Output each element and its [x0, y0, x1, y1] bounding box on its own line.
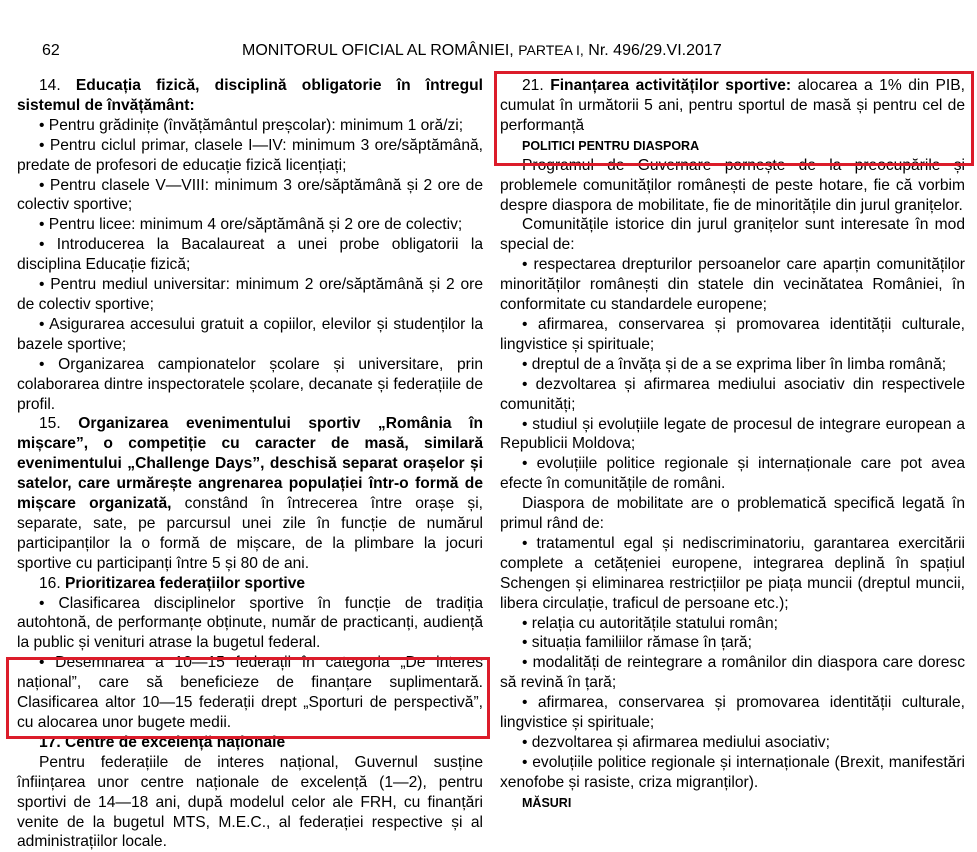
masuri-heading: MĂSURI: [522, 795, 572, 810]
section-17-heading: 17. Centre de excelență naționale: [39, 733, 286, 751]
list-item: • Clasificarea disciplinelor sportive în funcție de tradiția autohtonă, de performanțe obținute, număr de practicanți, audiență la public și venituri atrase la bugetul federal.: [17, 594, 483, 652]
section-16-list: [17, 594, 483, 733]
section-14-heading: 14. Educația fizică, disciplină obligatorie în întregul sistemul de învățământ:: [17, 77, 483, 114]
left-column: [17, 76, 483, 852]
mobility-diaspora-list: [500, 534, 965, 793]
section-15: 15. Organizarea evenimentului sportiv „România în mișcare”, o competiție cu caracter de masă, similară evenimentului „Challenge Days”, deschisă separat orașelor și satelor, care urmărește angrenarea populației într-o formă de mișcare organizată, constând în întrecerea între orașe și, separate, sate, pe parcursul unei zile în funcție de numărul participanților la o formă de mișcare, de la plimbare la jocuri sportive cu participanți între 5 și 80 de ani.: [17, 415, 484, 572]
list-item: • afirmarea, conservarea și promovarea identității culturale, lingvistice și spirituale;: [500, 694, 965, 732]
list-item: • Pentru clasele V—VIII: minimum 3 ore/săptămână și 2 ore de colectiv sportive;: [17, 176, 483, 214]
list-item: • tratamentul egal și nediscriminatoriu, garantarea exercitării complete a cetățeniei europene, integrarea deplină în spațiul Schengen și eliminarea restricțiilor pe piața muncii (dreptul muncii, libera circulație, traficul de persoane etc.);: [500, 534, 965, 612]
list-item: • dezvoltarea și afirmarea mediului asociativ din respectivele comunități;: [500, 375, 965, 413]
list-item: • Introducerea la Bacalaureat a unei probe obligatorii la disciplina Educație fizică;: [17, 236, 483, 274]
section-14-list: [17, 116, 483, 415]
list-item: • Asigurarea accesului gratuit a copiilor, elevilor și studenților la bazele sportive;: [17, 315, 483, 353]
diaspora-paragraph-1: Programul de Guvernare pornește de la preocupările și problemele comunităților românești de peste hotare, fie că vorbim despre diaspora de mobilitate, fie de minoritățile din jurul granițelor.: [500, 156, 965, 214]
list-item: • relația cu autoritățile statului român;: [522, 614, 778, 632]
list-item: • evoluțiile politice regionale și internaționale (Brexit, manifestări xenofobe și rasiste, criza migranților).: [500, 753, 965, 791]
list-item: • dreptul de a învăța și de a se exprima liber în limba română;: [522, 355, 947, 373]
list-item: • situația familiilor rămase în țară;: [522, 634, 752, 652]
section-17-text: Pentru federațiile de interes național, Guvernul susține înființarea unor centre naționale de excelență (1—2), pentru sportivi de 14—18 ani, după modelul celor ale FRH, cu finanțări venite de la bugetul MTS, M.E.C., al federației respective și al administrațiilor locale.: [17, 753, 483, 851]
list-item: • Pentru grădinițe (învățământul preșcolar): minimum 1 oră/zi;: [39, 116, 464, 134]
list-item: • Pentru licee: minimum 4 ore/săptămână și 2 ore de colectiv;: [39, 216, 463, 234]
list-item: • Organizarea campionatelor școlare și universitare, prin colaborarea dintre inspectoratele școlare, decanate și federațiile de profil.: [17, 355, 483, 413]
page-header: [0, 42, 977, 64]
list-item: • Pentru mediul universitar: minimum 2 ore/săptămână și 2 ore de colectiv sportive;: [17, 276, 483, 313]
section-16-heading: 16. Prioritizarea federațiilor sportive: [39, 574, 306, 592]
diaspora-paragraph-2: Comunitățile istorice din jurul granițelor sunt interesate în mod special de:: [500, 216, 965, 254]
diaspora-paragraph-3: Diaspora de mobilitate are o problematică specifică legată în primul rând de:: [500, 495, 965, 533]
diaspora-heading: POLITICI PENTRU DIASPORA: [522, 138, 700, 153]
list-item: • studiul și evoluțiile legate de procesul de integrare european a Republicii Moldova;: [500, 415, 965, 453]
list-item: • modalități de reintegrare a românilor din diaspora care doresc să revină în țară;: [500, 654, 965, 692]
list-item: • dezvoltarea și afirmarea mediului asociativ;: [522, 734, 830, 751]
right-column: [500, 76, 965, 813]
historic-communities-list: [500, 255, 965, 494]
page-number: 62: [42, 42, 60, 59]
list-item: • respectarea drepturilor persoanelor care aparțin comunităților minorităților românești din statele din vecinătatea României, în conformitate cu standardele europene;: [500, 256, 965, 314]
list-item: • Desemnarea a 10—15 federații în categoria „De interes național”, care să beneficieze de finanțare suplimentară. Clasificarea altor 10—15 federații drept „Sporturi de perspectivă”, cu alocarea unor bugete medii.: [17, 654, 483, 731]
list-item: • Pentru ciclul primar, clasele I—IV: minimum 3 ore/săptămână, predate de profesori de educație fizică licențiați;: [17, 136, 483, 174]
publication-title: MONITORUL OFICIAL AL ROMÂNIEI, PARTEA I, Nr. 496/29.VI.2017: [242, 42, 722, 59]
list-item: • afirmarea, conservarea și promovarea identității culturale, lingvistice și spirituale;: [500, 315, 965, 353]
section-21: 21. Finanțarea activităților sportive: alocarea a 1% din PIB, cumulat în următorii 5 ani, pentru sportul de masă și pentru cel de performanță: [500, 77, 965, 134]
list-item: • evoluțiile politice regionale și internaționale care pot avea efecte în comunitățile de români.: [500, 455, 965, 493]
